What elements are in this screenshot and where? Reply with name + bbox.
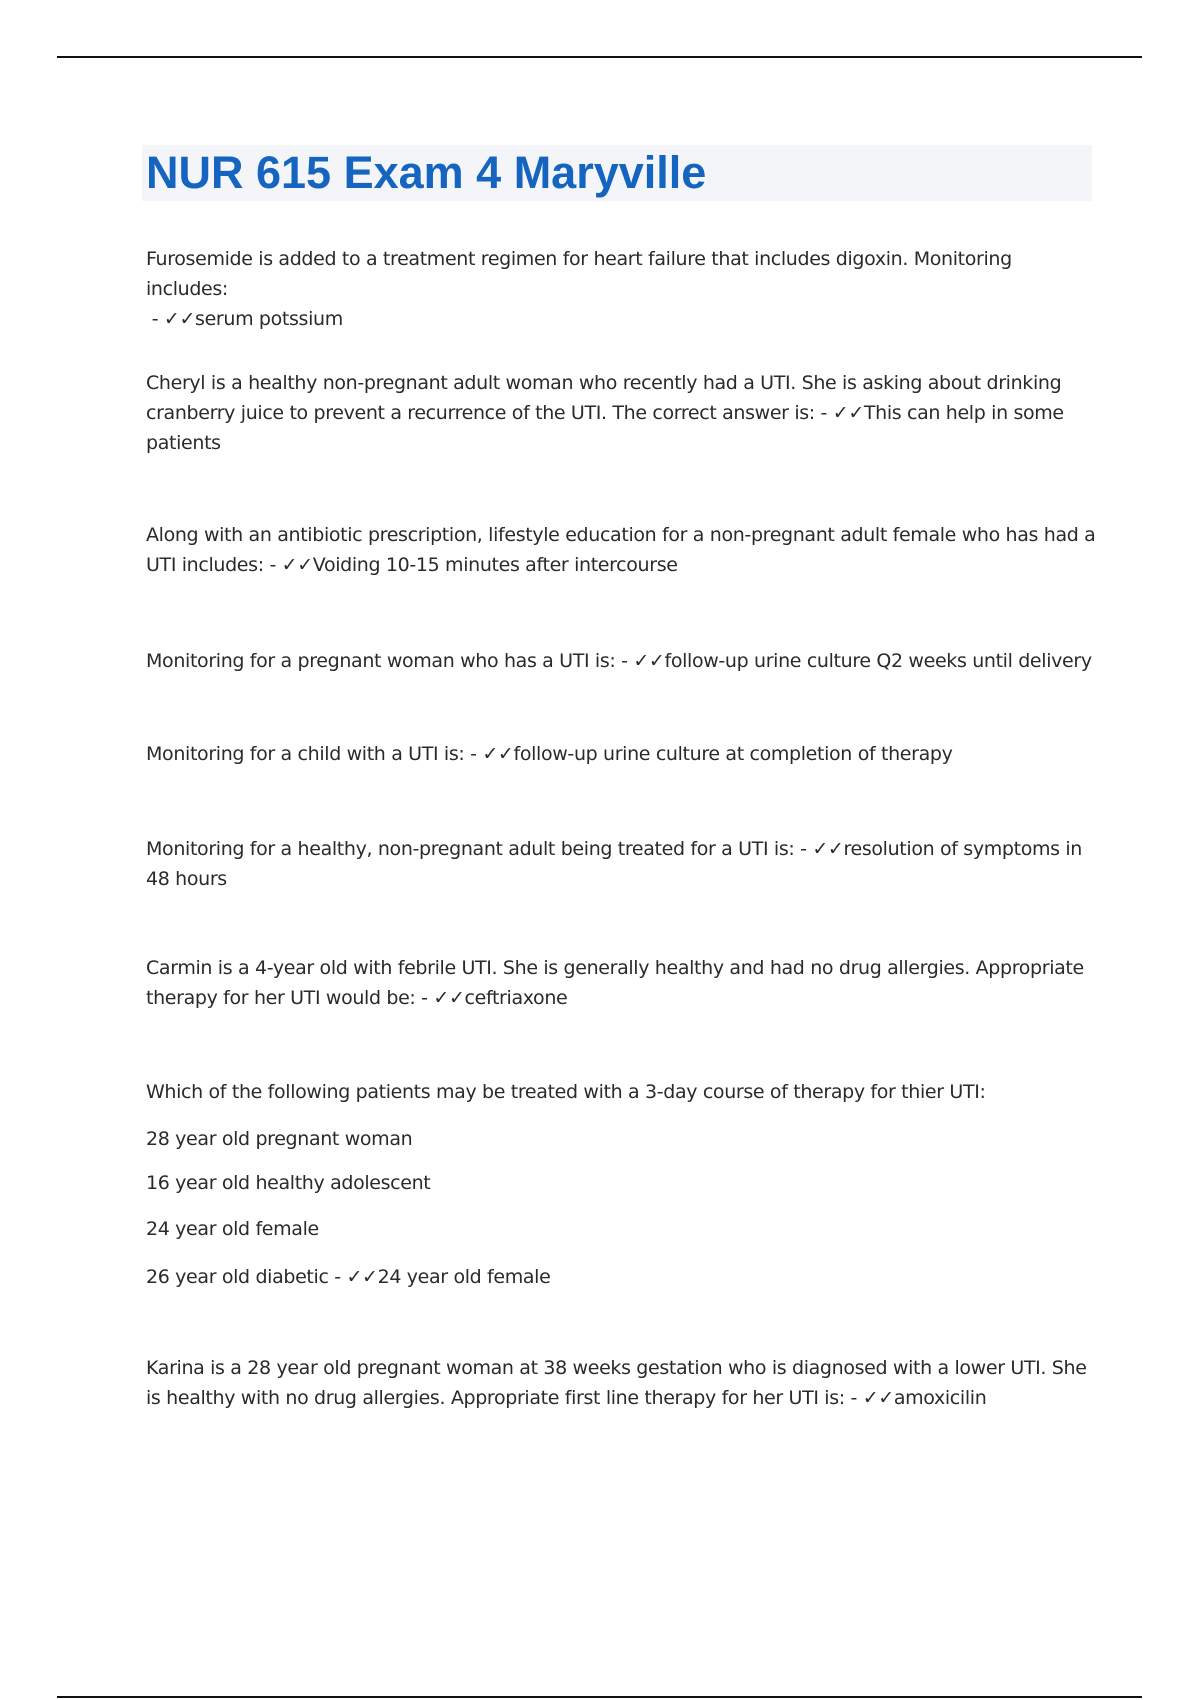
- check-icon: ✓✓: [346, 1266, 378, 1288]
- option-2: 16 year old healthy adolescent: [146, 1172, 431, 1194]
- check-icon: ✓✓: [433, 987, 465, 1009]
- qa-item-2: [146, 368, 1096, 458]
- answer-separator: -: [146, 308, 164, 330]
- answer-text: follow-up urine culture Q2 weeks until delivery: [664, 650, 1092, 672]
- question-text: Which of the following patients may be treated with a 3-day course of therapy for thier UTI:: [146, 1081, 986, 1103]
- answer-text: This can help in some patients: [146, 402, 1064, 454]
- check-icon: ✓✓: [163, 308, 196, 330]
- question-text: Karina is a 28 year old pregnant woman at 38 weeks gestation who is diagnosed with a lower UTI. She is healthy with no drug allergies. Appropriate first line therapy for her UTI is:: [146, 1357, 1087, 1409]
- answer-separator: -: [328, 1266, 347, 1288]
- answer-separator: -: [814, 402, 833, 424]
- qa-item-9: [146, 1353, 1096, 1413]
- answer-text: ceftriaxone: [464, 987, 568, 1009]
- question-text: Monitoring for a pregnant woman who has a UTI is:: [146, 650, 616, 672]
- qa-item-4: [146, 646, 1096, 676]
- answer-separator: -: [415, 987, 434, 1009]
- qa-item-8-question: [146, 1077, 1096, 1107]
- qa-item-5: [146, 739, 1096, 769]
- top-rule: [57, 56, 1142, 58]
- question-text: Monitoring for a child with a UTI is:: [146, 743, 465, 765]
- check-icon: ✓✓: [832, 402, 864, 424]
- document-title: NUR 615 Exam 4 Maryville: [146, 147, 707, 198]
- question-text: Furosemide is added to a treatment regimen for heart failure that includes digoxin. Monitoring includes:: [146, 248, 1012, 300]
- answer-text: amoxicilin: [893, 1387, 987, 1409]
- answer-text: follow-up urine culture at completion of therapy: [513, 743, 953, 765]
- option-4-with-answer: [146, 1262, 550, 1292]
- check-icon: ✓✓: [482, 743, 514, 765]
- question-text: Along with an antibiotic prescription, lifestyle education for a non-pregnant adult female who has had a UTI includes:: [146, 524, 1096, 576]
- option-1: 28 year old pregnant woman: [146, 1128, 413, 1150]
- check-icon: ✓✓: [812, 838, 844, 860]
- option-3: 24 year old female: [146, 1218, 319, 1240]
- answer-separator: -: [263, 554, 282, 576]
- option-text: 26 year old diabetic: [146, 1266, 329, 1288]
- qa-item-6: [146, 834, 1096, 894]
- answer-text: serum potssium: [195, 308, 343, 330]
- answer-separator: -: [615, 650, 634, 672]
- answer-text: resolution of symptoms in 48 hours: [146, 838, 1082, 890]
- qa-item-1: [146, 244, 1096, 334]
- answer-separator: -: [794, 838, 813, 860]
- check-icon: ✓✓: [633, 650, 665, 672]
- bottom-rule: [57, 1696, 1142, 1698]
- answer-text: Voiding 10-15 minutes after intercourse: [312, 554, 678, 576]
- qa-item-3: [146, 520, 1096, 580]
- qa-item-7: [146, 953, 1096, 1013]
- check-icon: ✓✓: [281, 554, 313, 576]
- answer-text: 24 year old female: [377, 1266, 551, 1288]
- answer-separator: -: [464, 743, 483, 765]
- question-text: Carmin is a 4-year old with febrile UTI. She is generally healthy and had no drug allergies. Appropriate therapy for her UTI would be:: [146, 957, 1084, 1009]
- question-text: Cheryl is a healthy non-pregnant adult woman who recently had a UTI. She is asking about drinking cranberry juice to prevent a recurrence of the UTI. The correct answer is:: [146, 372, 1062, 424]
- answer-separator: -: [844, 1387, 863, 1409]
- question-text: Monitoring for a healthy, non-pregnant adult being treated for a UTI is:: [146, 838, 795, 860]
- check-icon: ✓✓: [862, 1387, 894, 1409]
